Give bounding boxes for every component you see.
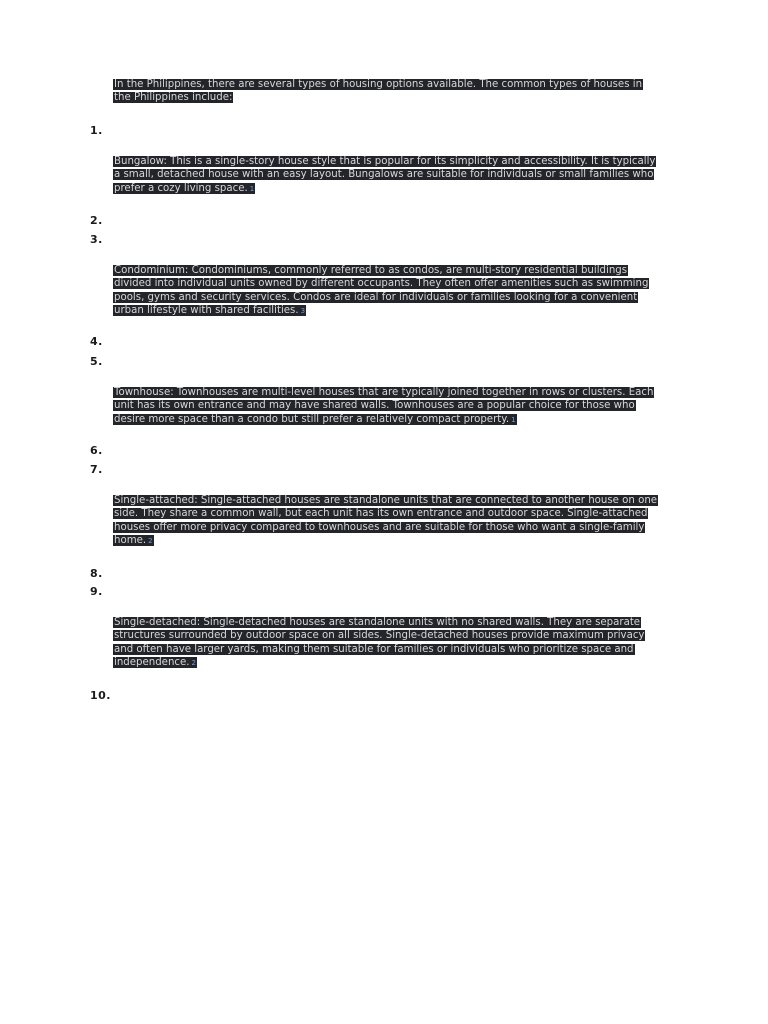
- list-number-3: 3.: [90, 233, 103, 246]
- list-number-5: 5.: [90, 355, 103, 368]
- list-number-2: 2.: [90, 214, 103, 227]
- list-number-6: 6.: [90, 444, 103, 457]
- list-item-condominium: [113, 264, 658, 319]
- list-number-8: 8.: [90, 567, 103, 580]
- list-item-single-detached: [113, 616, 658, 671]
- list-number-4: 4.: [90, 335, 103, 348]
- item-text: Condominium: Condominiums, commonly referred to as condos, are multi-story residential buildings divided into individual units owned by different occupants. They often offer amenities such as swimming pools, gyms and security services. Condos are ideal for individuals or families looking for a convenient urban lifestyle with shared facilities. 3: [114, 265, 649, 317]
- list-number-9: 9.: [90, 585, 103, 598]
- list-item-bungalow: [113, 155, 658, 196]
- citation-link[interactable]: 2: [191, 659, 196, 668]
- item-text: Single-detached: Single-detached houses are standalone units with no shared walls. They are separate structures surrounded by outdoor space on all sides. Single-detached houses provide maximum privacy and often have larger yards, making them suitable for families or individuals who prioritize space and independence. 2: [114, 617, 645, 669]
- list-item-single-attached: [113, 494, 658, 549]
- item-text: Townhouse: Townhouses are multi-level houses that are typically joined together in rows or clusters. Each unit has its own entrance and may have shared walls. Townhouses are a popular choice for those who desire more space than a condo but still prefer a relatively compact property. 1: [114, 387, 654, 425]
- list-number-1: 1.: [90, 124, 103, 137]
- citation-link[interactable]: 1: [249, 184, 255, 193]
- citation-link[interactable]: 1: [511, 415, 516, 424]
- list-number-7: 7.: [90, 463, 103, 476]
- citation-link[interactable]: 2: [148, 537, 153, 546]
- intro-paragraph: [113, 78, 656, 105]
- list-number-10: 10.: [90, 689, 111, 702]
- intro-text: In the Philippines, there are several types of housing options available. The common types of houses in the Philippines include:: [114, 79, 643, 104]
- list-item-townhouse: [113, 386, 658, 427]
- item-text: Bungalow: This is a single-story house style that is popular for its simplicity and accessibility. It is typically a small, detached house with an easy layout. Bungalows are suitable for individuals or small families who prefer a cozy living space. 1: [114, 156, 656, 194]
- citation-link[interactable]: 3: [300, 307, 306, 316]
- item-text: Single-attached: Single-attached houses are standalone units that are connected to another house on one side. They share a common wall, but each unit has its own entrance and outdoor space. Single-attached houses offer more privacy compared to townhouses and are suitable for those who want a single-family home. 2: [114, 495, 658, 547]
